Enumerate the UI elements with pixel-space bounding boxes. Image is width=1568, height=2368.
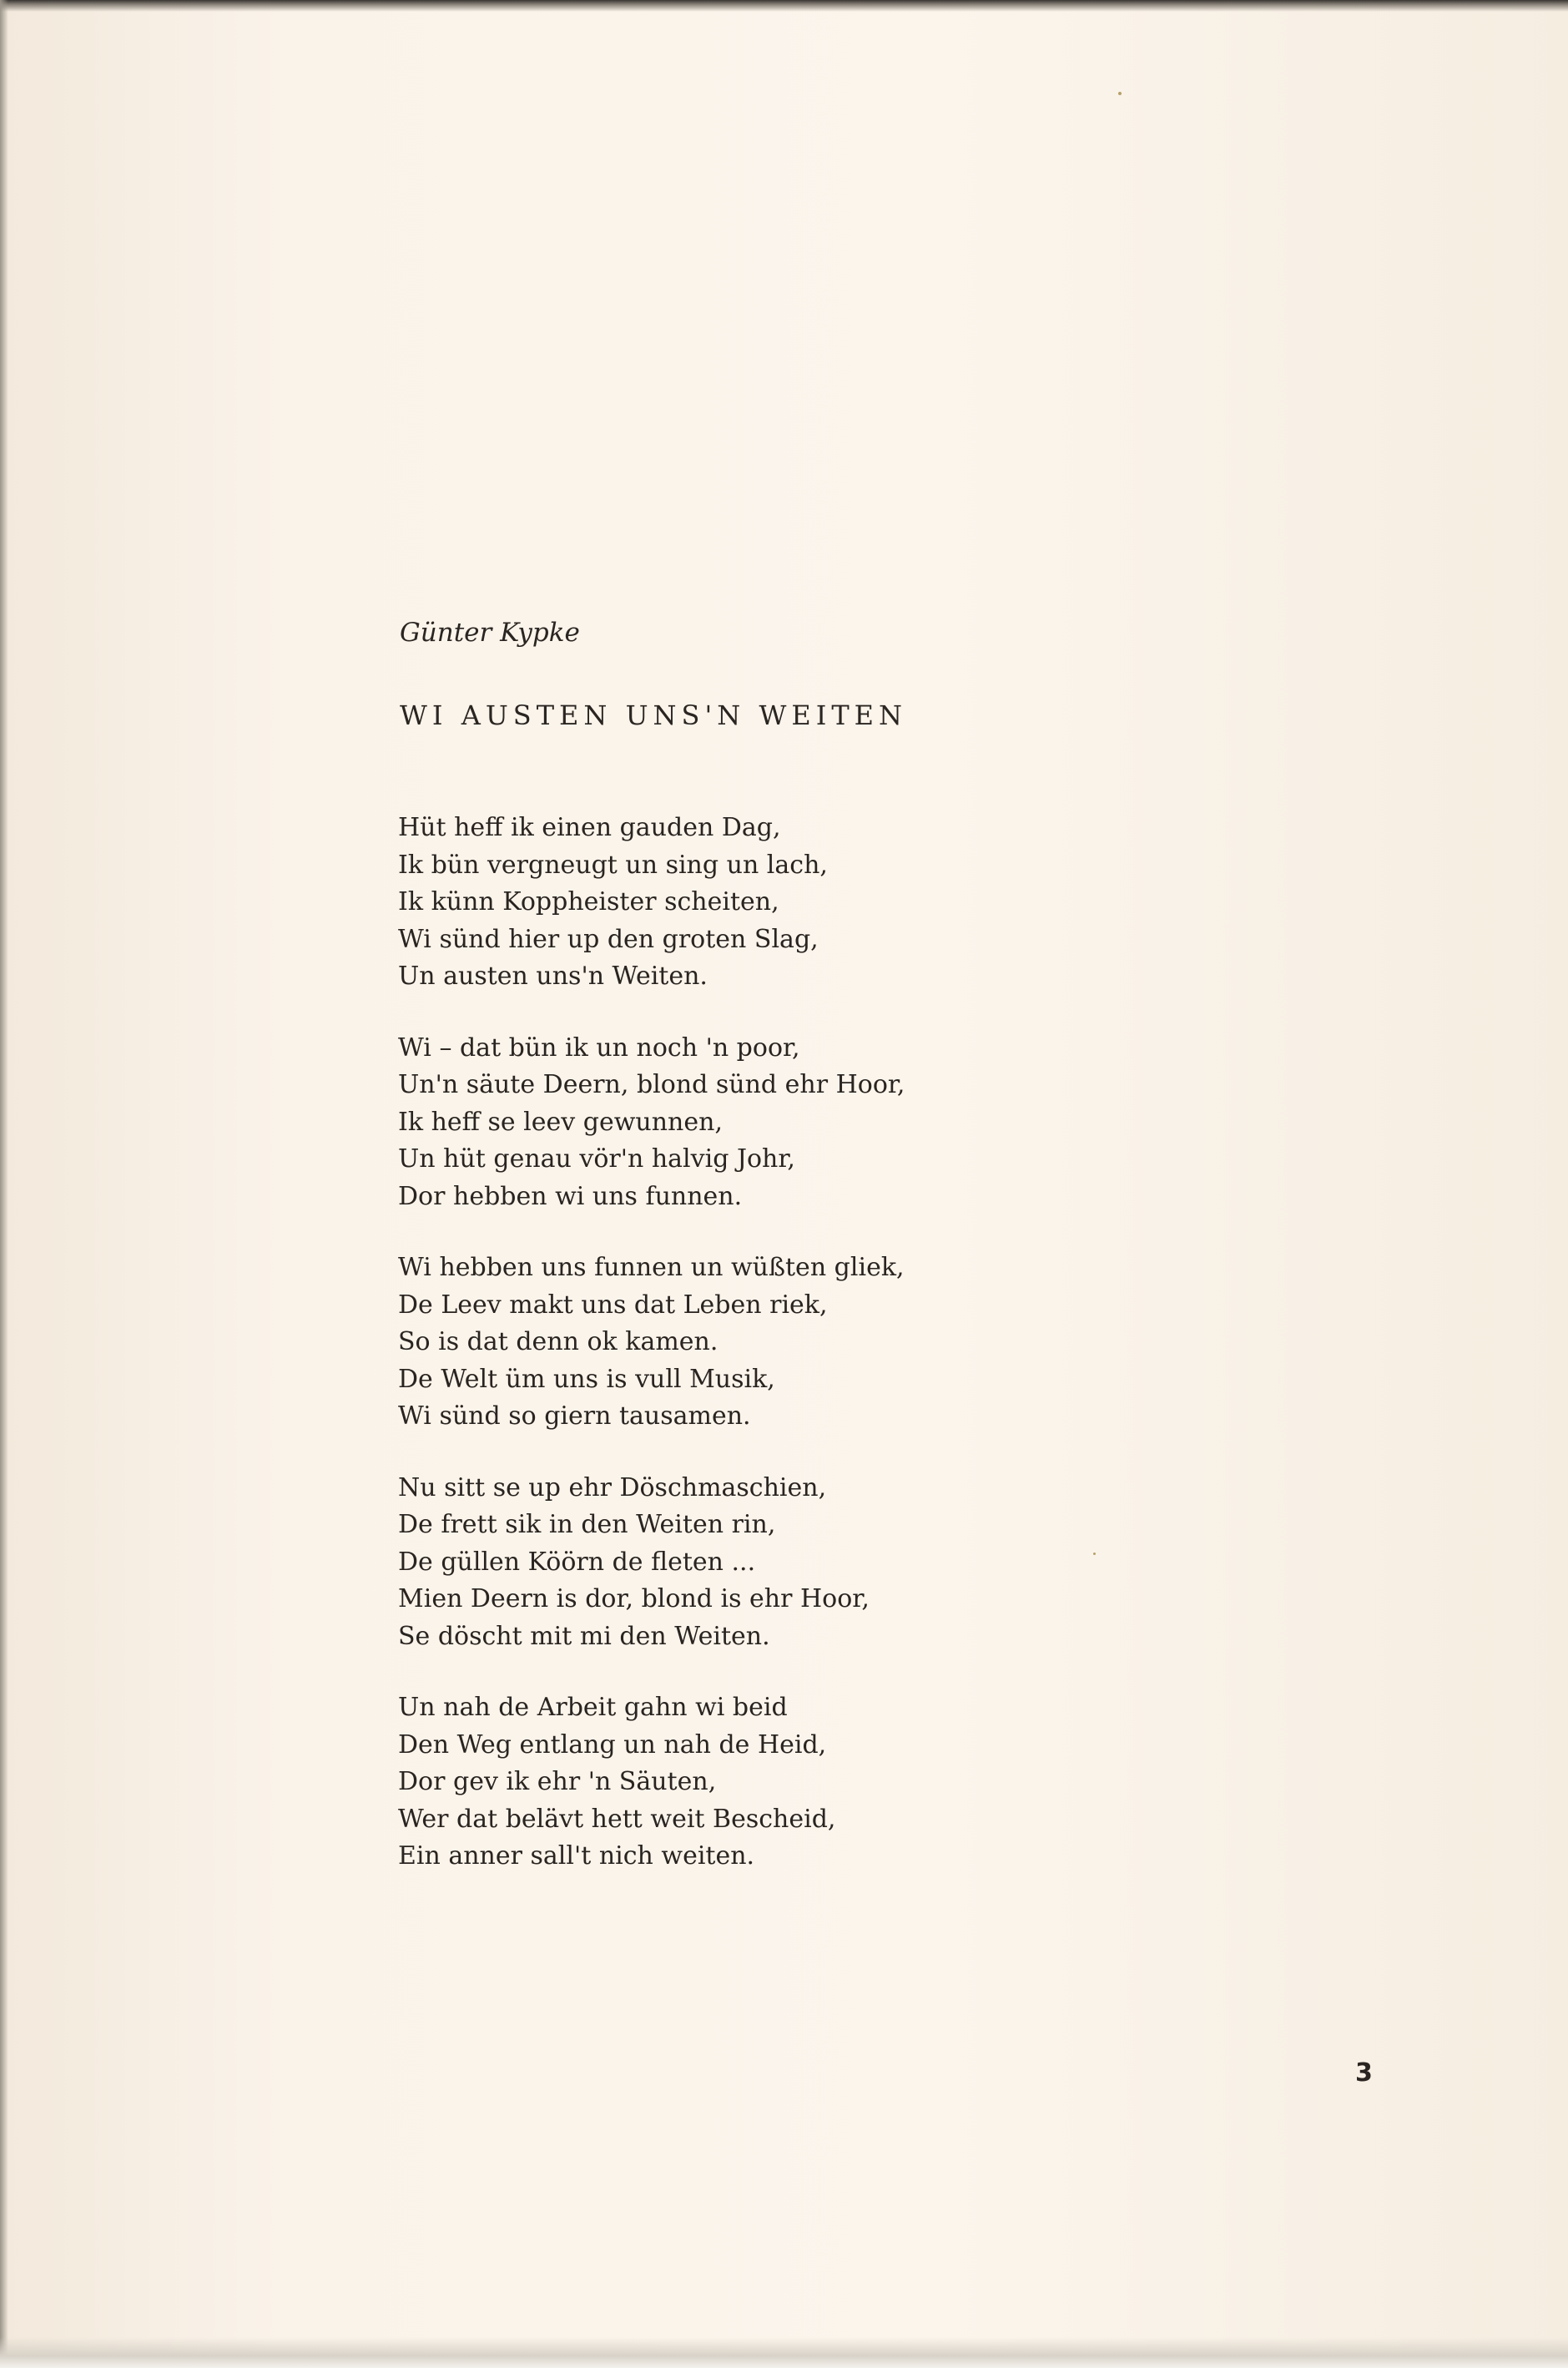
- poem-line: De frett sik in den Weiten rin,: [398, 1510, 776, 1539]
- poem-line: Wi – dat bün ik un noch 'n poor,: [398, 1033, 800, 1063]
- poem-line: Ein anner sall't nich weiten.: [398, 1841, 755, 1871]
- poem-line: Un hüt genau vör'n halvig Johr,: [398, 1144, 795, 1174]
- poem-line: De güllen Köörn de fleten ...: [398, 1547, 756, 1577]
- poem-line: De Leev makt uns dat Leben riek,: [398, 1290, 828, 1320]
- stanza-5: [398, 1689, 1149, 1876]
- poem-line: Hüt heff ik einen gauden Dag,: [398, 813, 781, 842]
- stanza-2: [398, 1030, 1149, 1216]
- page-top-edge: [0, 0, 1568, 12]
- poem-line: Den Weg entlang un nah de Heid,: [398, 1729, 827, 1760]
- poem-line: Un'n säute Deern, blond sünd ehr Hoor,: [398, 1070, 905, 1099]
- poem-line: Mien Deern is dor, blond is ehr Hoor,: [398, 1584, 870, 1613]
- page-bottom-edge: [0, 2337, 1568, 2368]
- poem-line: Ik bün vergneugt un sing un lach,: [398, 850, 828, 880]
- poem-author: Günter Kypke: [400, 618, 580, 648]
- poem-line: Ik künn Koppheister scheiten,: [398, 887, 779, 916]
- poem-line: Wi hebben uns funnen un wüßten gliek,: [398, 1253, 905, 1282]
- poem-line: Un austen uns'n Weiten.: [398, 962, 708, 991]
- poem-line: Un nah de Arbeit gahn wi beid: [398, 1693, 788, 1722]
- poem-line: Ik heff se leev gewunnen,: [398, 1107, 723, 1137]
- poem-line: Wi sünd so giern tausamen.: [398, 1401, 751, 1431]
- paper-speck: [1118, 92, 1122, 95]
- poem-line: Dor gev ik ehr 'n Säuten,: [398, 1767, 717, 1796]
- poem-line: Dor hebben wi uns funnen.: [398, 1181, 743, 1211]
- poem-line: Nu sitt se up ehr Döschmaschien,: [398, 1472, 827, 1502]
- page-number: 3: [1355, 2058, 1373, 2088]
- poem-line: Se döscht mit mi den Weiten.: [398, 1621, 770, 1651]
- poem-title: WI AUSTEN UNS'N WEITEN: [400, 699, 908, 731]
- stanza-4: [398, 1470, 1149, 1656]
- poem-line: Wer dat belävt hett weit Bescheid,: [398, 1804, 836, 1834]
- page-left-edge: [0, 0, 8, 2368]
- poem-line: So is dat denn ok kamen.: [398, 1327, 718, 1356]
- poem-body: [398, 810, 1149, 1910]
- stanza-3: [398, 1250, 1149, 1436]
- stanza-1: [398, 810, 1149, 996]
- poem-line: Wi sünd hier up den groten Slag,: [398, 924, 819, 954]
- poem-line: De Welt üm uns is vull Musik,: [398, 1364, 775, 1394]
